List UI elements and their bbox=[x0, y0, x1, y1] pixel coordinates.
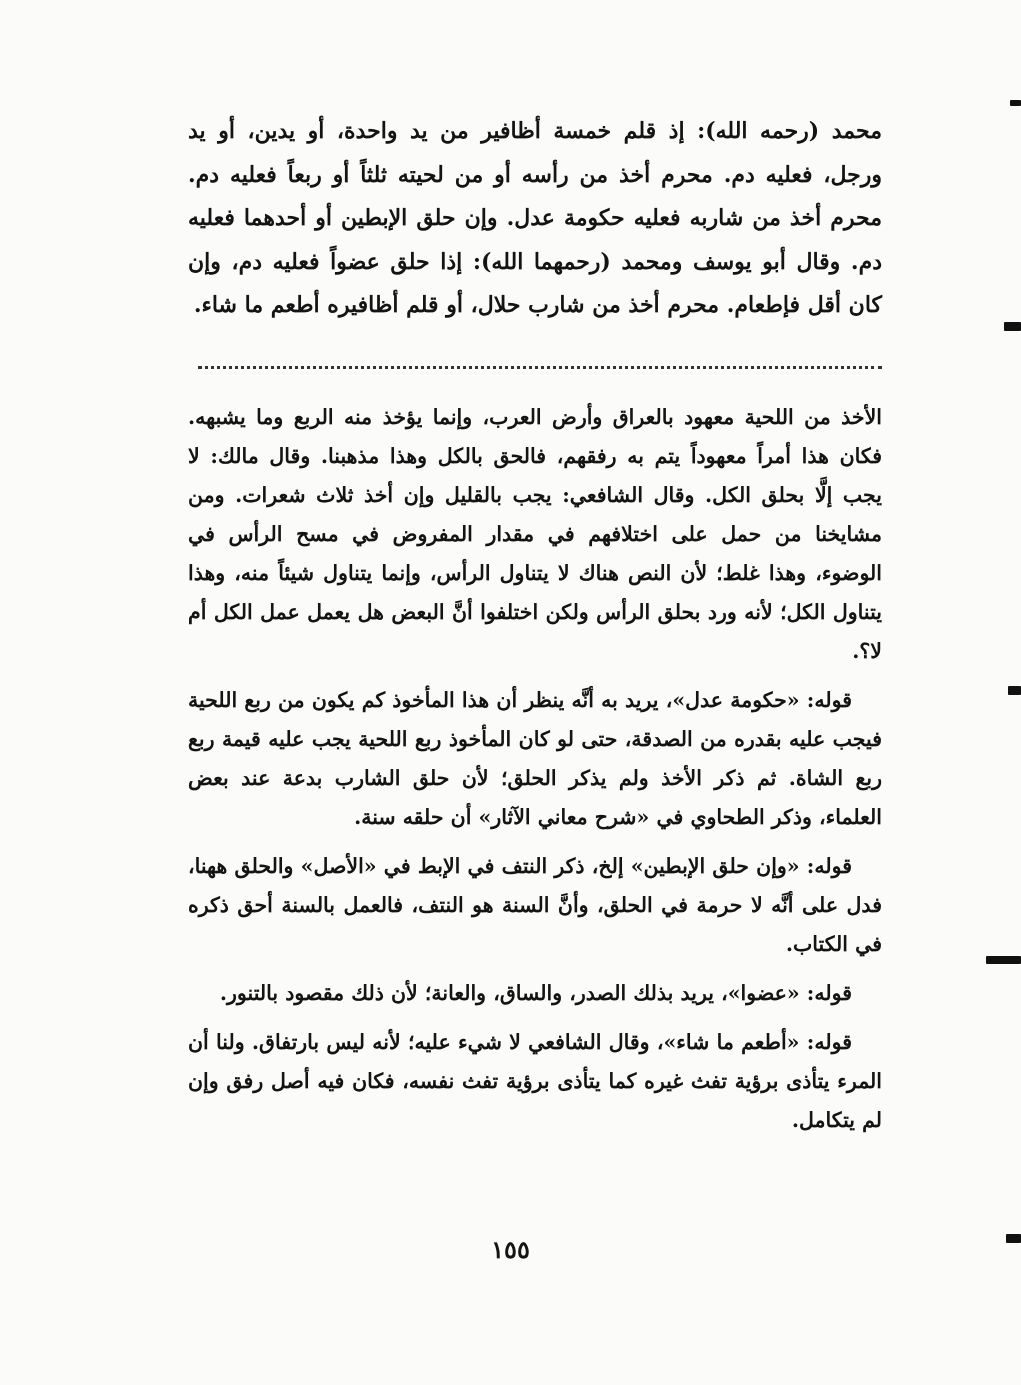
commentary-label: قوله: bbox=[806, 688, 852, 712]
scan-mark bbox=[1008, 686, 1021, 695]
commentary-paragraph bbox=[188, 1023, 882, 1140]
scan-mark bbox=[1004, 322, 1021, 331]
commentary-text: «وإن حلق الإبطين» إلخ، ذكر النتف في الإبط في «الأصل» والحلق ههنا، فدل على أنَّه لا حرمة في الحلق، وأنَّ السنة هو النتف، فالعمل بالسنة أحق ذكره في الكتاب. bbox=[188, 854, 882, 956]
commentary-paragraph bbox=[188, 681, 882, 837]
commentary-text: الأخذ من اللحية معهود بالعراق وأرض العرب، وإنما يؤخذ منه الربع وما يشبهه. فكان هذا أمراً معهوداً يتم به رفقهم، فالحق بالكل وهذا مذهبنا. وقال مالك: لا يجب إلَّا بحلق الكل. وقال الشافعي: يجب بالقليل وإن أخذ ثلاث شعرات. ومن مشايخنا من حمل على اختلافهم في مقدار المفروض في مسح الرأس في الوضوء، وهذا غلط؛ لأن النص هناك لا يتناول الرأس، وإنما يتناول شيئاً منه، وهذا يتناول الكل؛ لأنه ورد بحلق الرأس ولكن اختلفوا أنَّ البعض هل يعمل عمل الكل أم لا؟. bbox=[188, 405, 882, 663]
scan-mark bbox=[986, 956, 1021, 964]
commentary-paragraph bbox=[188, 847, 882, 964]
commentary-label: قوله: bbox=[806, 981, 852, 1005]
commentary-text: «أطعم ما شاء»، وقال الشافعي لا شيء عليه؛ لأنه ليس بارتفاق. ولنا أن المرء يتأذى برؤية تفث غيره كما يتأذى برؤية تفث نفسه، فكان فيه أصل رفق وإن لم يتكامل. bbox=[188, 1030, 882, 1132]
commentary-paragraph bbox=[188, 398, 882, 671]
commentary-text: «حكومة عدل»، يريد به أنَّه ينظر أن هذا المأخوذ كم يكون من ربع اللحية فيجب عليه بقدره من الصدقة، حتى لو كان المأخوذ ربع اللحية يجب عليه قيمة ربع ربع الشاة. ثم ذكر الأخذ ولم يذكر الحلق؛ لأن حلق الشارب بدعة عند بعض العلماء، وذكر الطحاوي في «شرح معاني الآثار» أن حلقه سنة. bbox=[188, 688, 882, 829]
footnote-divider bbox=[198, 366, 882, 369]
scan-mark bbox=[1010, 100, 1021, 106]
commentary-label: قوله: bbox=[806, 854, 852, 878]
commentary-paragraph bbox=[188, 974, 882, 1013]
commentary-label: قوله: bbox=[806, 1030, 852, 1054]
main-paragraph: محمد (رحمه الله): إذ قلم خمسة أظافير من يد واحدة، أو يدين، أو يد ورجل، فعليه دم. محرم أخذ من رأسه أو من لحيته ثلثاً أو ربعاً فعليه دم. محرم أخذ من شاربه فعليه حكومة عدل. وإن حلق الإبطين أو أحدهما فعليه دم. وقال أبو يوسف ومحمد (رحمهما الله): إذا حلق عضواً فعليه دم، وإن كان أقل فإطعام. محرم أخذ من شارب حلال، أو قلم أظافيره أطعم ما شاء. bbox=[188, 118, 882, 318]
commentary-text: «عضوا»، يريد بذلك الصدر، والساق، والعانة؛ لأن ذلك مقصود بالتنور. bbox=[219, 981, 800, 1005]
page-number: ١٥٥ bbox=[491, 1235, 530, 1264]
commentary bbox=[188, 398, 882, 1150]
main-text bbox=[188, 110, 882, 328]
scan-mark bbox=[1006, 1234, 1021, 1243]
